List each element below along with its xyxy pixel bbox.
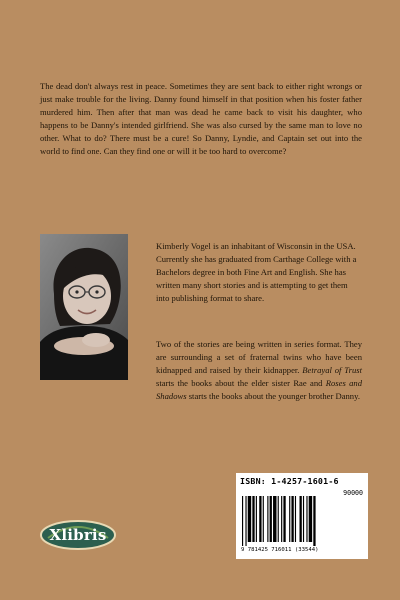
series-description [156, 338, 362, 403]
barcode-bar [278, 496, 279, 542]
barcode-bar [273, 496, 276, 542]
back-cover-blurb: The dead don't always rest in peace. Sometimes they are sent back to either right wrongs or just make trouble for the living. Danny found himself in that position when his foster father murdered him. Then after that man was dead he came back to visit his daughter, who happens to be Danny's intended girlfriend. She was also cursed by the same man to love no other. What to do? There must be a cure! So Danny, Lyndie, and Captain set out into the world to find one. Can they find one or will it be too hard to overcome? [40, 81, 362, 156]
barcode-bar [245, 496, 246, 546]
barcode-bar [303, 496, 304, 542]
barcode-bar [306, 496, 307, 542]
publisher-logo-text: Xlibris [49, 526, 107, 544]
barcode-bar [281, 496, 282, 542]
barcode-bar [252, 496, 254, 542]
series-text-2: starts the books about the elder sister Rae and [156, 378, 326, 388]
author-bio: Kimberly Vogel is an inhabitant of Wisconsin in the USA. Currently she has graduated from Carthage College with a Bachelors degree in both Fine Art and English. She has written many short stories and is attempting to get them into publishing format to share. [156, 241, 357, 303]
publisher-logo [38, 518, 118, 552]
series-title-betrayal: Betrayal of Trust [302, 365, 362, 375]
barcode-bar [263, 496, 264, 542]
barcode-bar [291, 496, 293, 542]
barcode-bar [309, 496, 312, 542]
price-code: 90000 [343, 489, 363, 497]
barcode-bar [242, 496, 243, 546]
barcode-bar [270, 496, 272, 542]
barcode-bar [248, 496, 251, 542]
barcode-bar [267, 496, 268, 542]
barcode-bars [242, 496, 362, 546]
barcode-bar [300, 496, 302, 542]
barcode-bar [259, 496, 261, 542]
series-text-1: Two of the stories are being written in series format. They are surrounding a set of fraternal twins who have been kidnapped and raised by their kidnapper. [156, 339, 362, 375]
isbn-barcode [236, 473, 368, 559]
series-text-3: starts the books about the younger brother Danny. [186, 391, 360, 401]
series-title-roses: Roses and Shadows [156, 378, 362, 401]
barcode-bar [313, 496, 315, 546]
barcode-bar [289, 496, 290, 542]
barcode-digits: 9 781425 716011 (33544) [241, 547, 319, 553]
author-photo [40, 234, 128, 380]
barcode-bar [256, 496, 257, 542]
barcode-bar [283, 496, 285, 542]
barcode-bar [295, 496, 296, 542]
isbn-label: ISBN: 1-4257-1601-6 [240, 476, 339, 486]
